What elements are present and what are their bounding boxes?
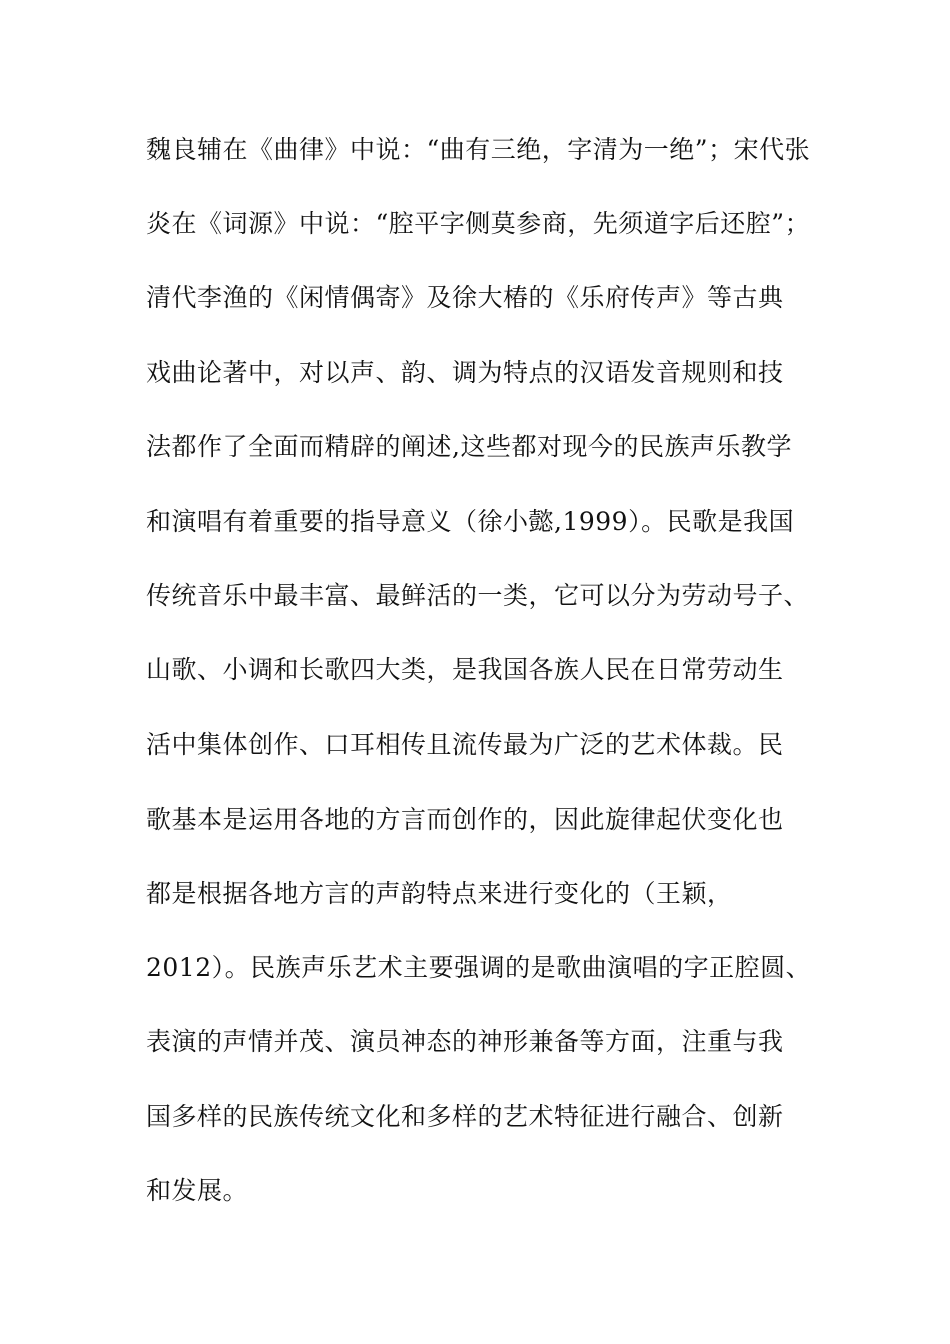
paragraph-line-1: 魏良辅在《曲律》中说：“曲有三绝，字清为一绝”；宋代张 xyxy=(146,135,811,164)
paragraph-line-3: 清代李渔的《闲情偶寄》及徐大椿的《乐府传声》等古典 xyxy=(146,283,784,312)
paragraph-line-10: 歌基本是运用各地的方言而创作的，因此旋律起伏变化也 xyxy=(146,805,784,834)
paragraph-line-2: 炎在《词源》中说：“腔平字侧莫参商，先须道字后还腔”； xyxy=(146,209,811,238)
paragraph-line-5: 法都作了全面而精辟的阐述,这些都对现今的民族声乐教学 xyxy=(146,432,792,461)
paragraph-line-14: 国多样的民族传统文化和多样的艺术特征进行融合、创新 xyxy=(146,1102,784,1131)
paragraph-line-6: 和演唱有着重要的指导意义（徐小懿,1999）。民歌是我国 xyxy=(146,507,795,536)
paragraph-line-7: 传统音乐中最丰富、最鲜活的一类，它可以分为劳动号子、 xyxy=(146,581,810,610)
paragraph-line-15: 和发展。 xyxy=(146,1176,249,1205)
paragraph-line-13: 表演的声情并茂、演员神态的神形兼备等方面，注重与我 xyxy=(146,1027,784,1056)
paragraph-line-9: 活中集体创作、口耳相传且流传最为广泛的艺术体裁。民 xyxy=(146,730,784,759)
paragraph-line-4: 戏曲论著中，对以声、韵、调为特点的汉语发音规则和技 xyxy=(146,358,784,387)
paragraph-line-12: 2012）。民族声乐艺术主要强调的是歌曲演唱的字正腔圆、 xyxy=(146,953,812,982)
paragraph-line-11: 都是根据各地方言的声韵特点来进行变化的（王颖， xyxy=(146,879,733,908)
paragraph-line-8: 山歌、小调和长歌四大类，是我国各族人民在日常劳动生 xyxy=(146,655,784,684)
